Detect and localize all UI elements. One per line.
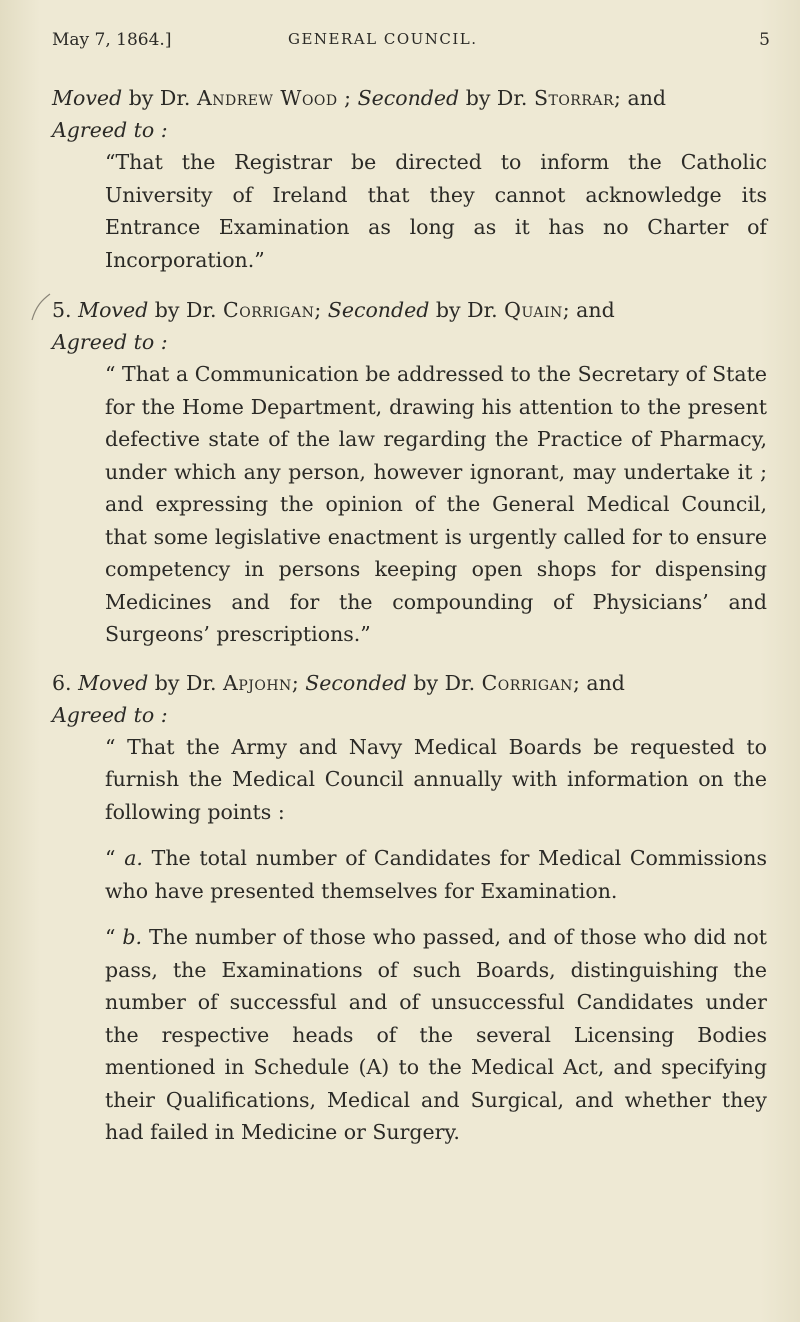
- header-date: May 7, 1864.]: [52, 30, 172, 50]
- moved-label: Moved: [78, 298, 149, 322]
- mover-name: Andrew Wood: [196, 86, 338, 110]
- page-body: [52, 82, 767, 1149]
- running-head: [52, 30, 770, 60]
- mover-name: Apjohn: [223, 670, 292, 695]
- motion-line-1: Moved by Dr. Andrew Wood ; Seconded by Dr. Storrar; and: [52, 86, 667, 110]
- moved-by-prefix: by Dr.: [148, 298, 224, 322]
- and-text: ; and: [614, 86, 667, 110]
- sub-item-b: “ b. The number of those who passed, and of those who did not pass, the Examinations of such Boards, distinguishing the number of successful and of unsuccessful Candidates under the respective heads of the several Licensing Bodies mentioned in Schedule (A) to the Medical Act, and specifying their Qualifications, Medical and Surgical, and whether they had failed in Medicine or Surgery.: [105, 925, 767, 1144]
- item-letter: b.: [122, 925, 143, 949]
- item-letter: a.: [124, 846, 143, 870]
- moved-label: Moved: [52, 86, 123, 110]
- seconder-name: Quain: [504, 298, 563, 322]
- resolution-text: “ That a Communication be addressed to the Secretary of State for the Home Department, drawing his attention to the present defective state of the law regarding the Practice of Pharmacy, under which any person, however ignorant, may undertake it ; and expressing the opinion of the General Medical Council, that some legislative enactment is urgently called for to ensure competency in persons keeping open shops for dispensing Medicines and for the compounding of Physicians’ and Surgeons’ prescriptions.”: [105, 362, 767, 646]
- seconder-name: Storrar: [533, 86, 615, 110]
- agreed-label: Agreed to :: [52, 330, 168, 354]
- seconded-by-prefix: by Dr.: [429, 298, 505, 322]
- motion-line-6: 6. Moved by Dr. Apjohn; Seconded by Dr. Corrigan; and: [52, 670, 625, 695]
- moved-by-prefix: by Dr.: [148, 670, 224, 695]
- motion-number: 6.: [52, 670, 72, 695]
- seconded-by-prefix: by Dr.: [406, 670, 482, 695]
- header-title: GENERAL COUNCIL.: [288, 30, 478, 48]
- item-text: The number of those who passed, and of those who did not pass, the Examinations of such Boards, distinguishing the number of successful and of unsuccessful Candidates under the respective heads of the several Licensing Bodies mentioned in Schedule (A) to the Medical Act, and specifying their Qualifications, Medical and Surgical, and whether they had failed in Medicine or Surgery.: [105, 925, 767, 1144]
- moved-by-prefix: by Dr.: [122, 86, 197, 110]
- seconder-name: Corrigan: [481, 670, 573, 695]
- seconded-label: Seconded: [357, 86, 460, 110]
- motion-line-5: 5. Moved by Dr. Corrigan; Seconded by Dr. Quain; and: [52, 298, 615, 322]
- sub-item-a: “ a. The total number of Candidates for Medical Commissions who have presented themselves for Examination.: [105, 846, 767, 903]
- resolution-text: “That the Registrar be directed to inform the Catholic University of Ireland that they cannot acknowledge its Entrance Examination as long as it has no Charter of Incorporation.”: [105, 150, 767, 272]
- moved-label: Moved: [78, 670, 149, 695]
- and-text: ; and: [572, 670, 625, 695]
- pencil-mark-icon: [28, 292, 52, 322]
- page-number: 5: [759, 30, 770, 50]
- seconded-label: Seconded: [327, 298, 430, 322]
- seconded-by-prefix: by Dr.: [459, 86, 534, 110]
- agreed-label: Agreed to :: [52, 118, 168, 142]
- resolution-text: “ That the Army and Navy Medical Boards be requested to furnish the Medical Council annually with information on the following points :: [105, 734, 767, 824]
- and-text: ; and: [562, 298, 615, 322]
- agreed-label: Agreed to :: [52, 702, 168, 727]
- mover-name: Corrigan: [223, 298, 315, 322]
- seconded-label: Seconded: [305, 670, 407, 695]
- item-text: The total number of Candidates for Medical Commissions who have presented themselves for Examination.: [105, 846, 767, 903]
- motion-number: 5.: [52, 298, 72, 322]
